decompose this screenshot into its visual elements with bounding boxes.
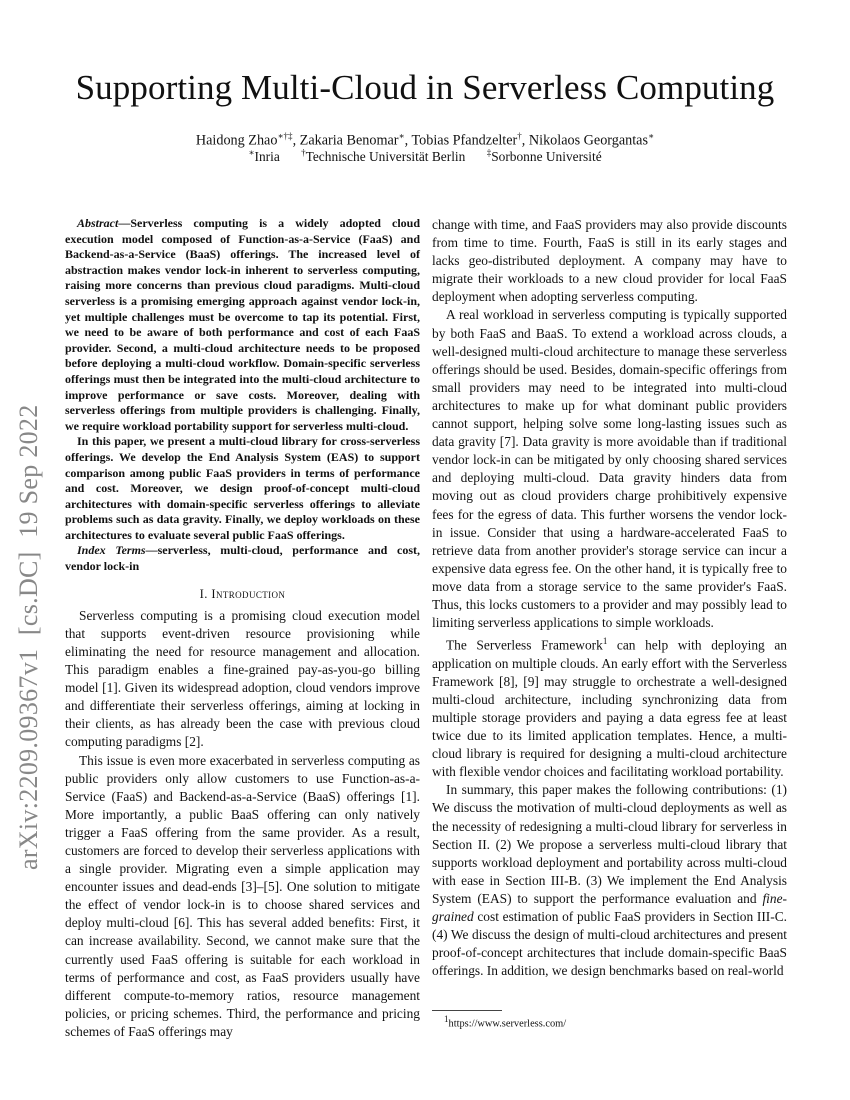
abstract-text: In this paper, we present a multi-cloud library for cross-serverless offerings. We develop the End Analysis System (EAS) to support comparison among public FaaS providers in terms of performance and cost. Moreover, we design proof-of-concept multi-cloud architectures with domain-specific serverless offerings to alleviate problems such as data gravity. Finally, we deploy workloads on these architectures to evaluate several public FaaS offerings. (65, 434, 420, 542)
author-mark: ∗ (648, 131, 655, 141)
affiliation: †Technische Universität Berlin (301, 148, 466, 165)
paper-title: Supporting Multi-Cloud in Serverless Computing (75, 68, 775, 107)
footnote-mark: 1 (602, 636, 608, 647)
author-list: Haidong Zhao∗†‡, Zakaria Benomar∗, Tobias Pfandzelter†, Nikolaos Georgantas∗ (195, 131, 655, 149)
abstract-text: Serverless computing is a widely adopted cloud execution model composed of Function-as-a-Service (FaaS) and Backend-as-a-Service (BaaS) offerings. The increased level of abstraction makes vendor lock-in inherent to serverless computing, raising more concerns than previous cloud paradigms. Multi-cloud serverless is a promising emerging approach against vendor lock-in, yet multiple challenges must be overcome to tap its potential. First, we need to be aware of both performance and cost of each FaaS provider. Second, a multi-cloud architecture needs to be proposed before deploying a multi-cloud workflow. Domain-specific serverless offerings must then be integrated into the multi-cloud architecture to improve performance or save costs. Moreover, dealing with serverless offerings from multiple providers is challenging. Finally, we require workload portability support for serverless multi-cloud. (65, 216, 420, 433)
author-mark: † (517, 131, 522, 141)
affiliations (0, 148, 850, 165)
footnote-rule (432, 1010, 502, 1011)
paragraph: change with time, and FaaS providers may also provide discounts from time to time. Fourth, FaaS is still in its early stages and lacks geo-distributed deployment. A company may have to migrate their workloads to a new cloud provider for local FaaS deployment when adopting serverless computing. (432, 217, 787, 305)
paragraph: This issue is even more exacerbated in serverless computing as public providers only allow customers to use Function-as-a-Service (FaaS) and Backend-as-a-Service (BaaS) offerings [1]. More importantly, a public BaaS offering can only natively trigger a FaaS offering from the same provider. As a result, customers are forced to develop their serverless applications with a single provider. Migrating even a simple application may encounter issues and dead-ends [3]–[5]. One solution to mitigate the effect of vendor lock-in is to choose shared services and deploy multi-cloud [6]. This has several added benefits: First, it can increase availability. Second, we cannot make sure that the currently used FaaS offering is suitable for each workload in terms of performance and cost, as FaaS providers usually have different compute-to-memory ratios, resource management policies, or pricing schemes. Third, the performance and pricing schemes of FaaS offerings may (65, 752, 420, 1039)
affiliation: ∗Inria (248, 148, 280, 165)
footnote: $^1$https://www.serverless.com/ (444, 1014, 567, 1030)
arxiv-identifier: arXiv:2209.09367v1 [cs.DC] 19 Sep 2022 (14, 404, 43, 870)
index-terms-label: Index Terms (77, 543, 146, 558)
author-name: Nikolaos Georgantas (528, 132, 648, 149)
paragraph: The Serverless Framework$^1$ can help with deploying an application on multiple clouds. An early effort with the Serverless Framework [8], [9] may struggle to orchestrate a well-designed multi-cloud architecture, including synchronizing data from multiple storage providers and paying a data egress fee at least twice due to its limited application templates. Hence, a multi-cloud library is required for designing a multi-cloud architecture with flexible vendor choices and facilitating workload portability. (432, 636, 787, 780)
section-heading: I. Introduction (199, 586, 286, 601)
abstract: Abstract—Serverless computing is a widely adopted cloud execution model composed of Function-as-a-Service (FaaS) and Backend-as-a-Service (BaaS) offerings. The increased level of abstraction makes vendor lock-in inherent to serverless computing, raising more concerns than previous cloud paradigms. Multi-cloud serverless is a promising emerging approach against vendor lock-in, yet multiple challenges must be overcome to tap its potential. First, we need to be aware of both performance and cost of each FaaS provider. Second, a multi-cloud architecture needs to be proposed before deploying a multi-cloud workflow. Domain-specific serverless offerings must then be integrated into the multi-cloud architecture to improve performance or save costs. Moreover, dealing with serverless offerings from multiple providers is challenging. Finally, we require workload portability support for serverless multi-cloud. In this paper, we present a multi-cloud library for cross-serverless offerings. We develop the End Analysis System (EAS) to support comparison among public FaaS providers in terms of performance and cost. Moreover, we design proof-of-concept multi-cloud architectures with domain-specific serverless offerings to alleviate problems such as data gravity. Finally, we deploy workloads on these architectures to evaluate several public FaaS offerings. Index Terms—serverless, multi-cloud, performance and cost, vendor lock-in (65, 216, 420, 574)
paragraph: In summary, this paper makes the following contributions: (1) We discuss the motivation of multi-cloud deployments as well as the necessity of redesigning a multi-cloud library for serverless in Section II. (2) We propose a serverless multi-cloud library that supports workload deployment and portability across multi-cloud with ease in Section III-B. (3) We implement the End Analysis System (EAS) to support the performance evaluation and fine-grained cost estimation of public FaaS providers in Section III-C. (4) We discuss the design of multi-cloud architectures and present proof-of-concept architectures that include domain-specific BaaS offerings. In addition, we design benchmarks based on real-world (432, 782, 787, 979)
index-terms: serverless, multi-cloud, performance and cost, vendor lock-in (65, 543, 420, 574)
abstract-label: Abstract (77, 216, 119, 230)
author-mark: ∗ (398, 131, 405, 141)
left-column (65, 216, 420, 1041)
author-name: Tobias Pfandzelter (411, 132, 518, 149)
footnote-link[interactable]: https://www.serverless.com/ (448, 1018, 567, 1030)
right-column (432, 216, 787, 980)
author-name: Haidong Zhao (195, 132, 278, 149)
affiliation: ‡Sorbonne Université (486, 148, 602, 165)
author-name: Zakaria Benomar (299, 132, 399, 149)
author-mark: ∗†‡ (277, 131, 293, 141)
paragraph: A real workload in serverless computing is typically supported by both FaaS and BaaS. To extend a workload across clouds, a well-designed multi-cloud architecture to manage these serverless offerings should be used. Besides, domain-specific offerings from small providers may need to be integrated into multi-cloud architectures to make up for what dominant public providers cannot support, helping solve some long-lasting issues such as data gravity [7]. Data gravity is more avoidable than if traditional vendor lock-in can be mitigated by only choosing shared services and deploying multi-cloud. Data gravity hinders data from moving out as cloud providers charge prohibitively expensive fees for the egress of data. This further worsens the vendor lock-in issue. Consider that using a hardware-accelerated FaaS to retrieve data from another provider's storage service can incur a expensive data egress fee. On the other hand, it is typically free to move data from a storage service to the same provider's FaaS. Thus, this locks customers to a provider and may possibly lead to limiting serverless applications to simple workloads. (432, 307, 787, 631)
paragraph: Serverless computing is a promising cloud execution model that supports event-driven resource provisioning while eliminating the need for resource management and allocation. This paradigm enables a fine-grained pay-as-you-go billing model [1]. Given its widespread adoption, cloud vendors improve and differentiate their serverless offerings, aiming at locking in their clients, as has already been the case with previous cloud computing paradigms [2]. (65, 607, 420, 750)
